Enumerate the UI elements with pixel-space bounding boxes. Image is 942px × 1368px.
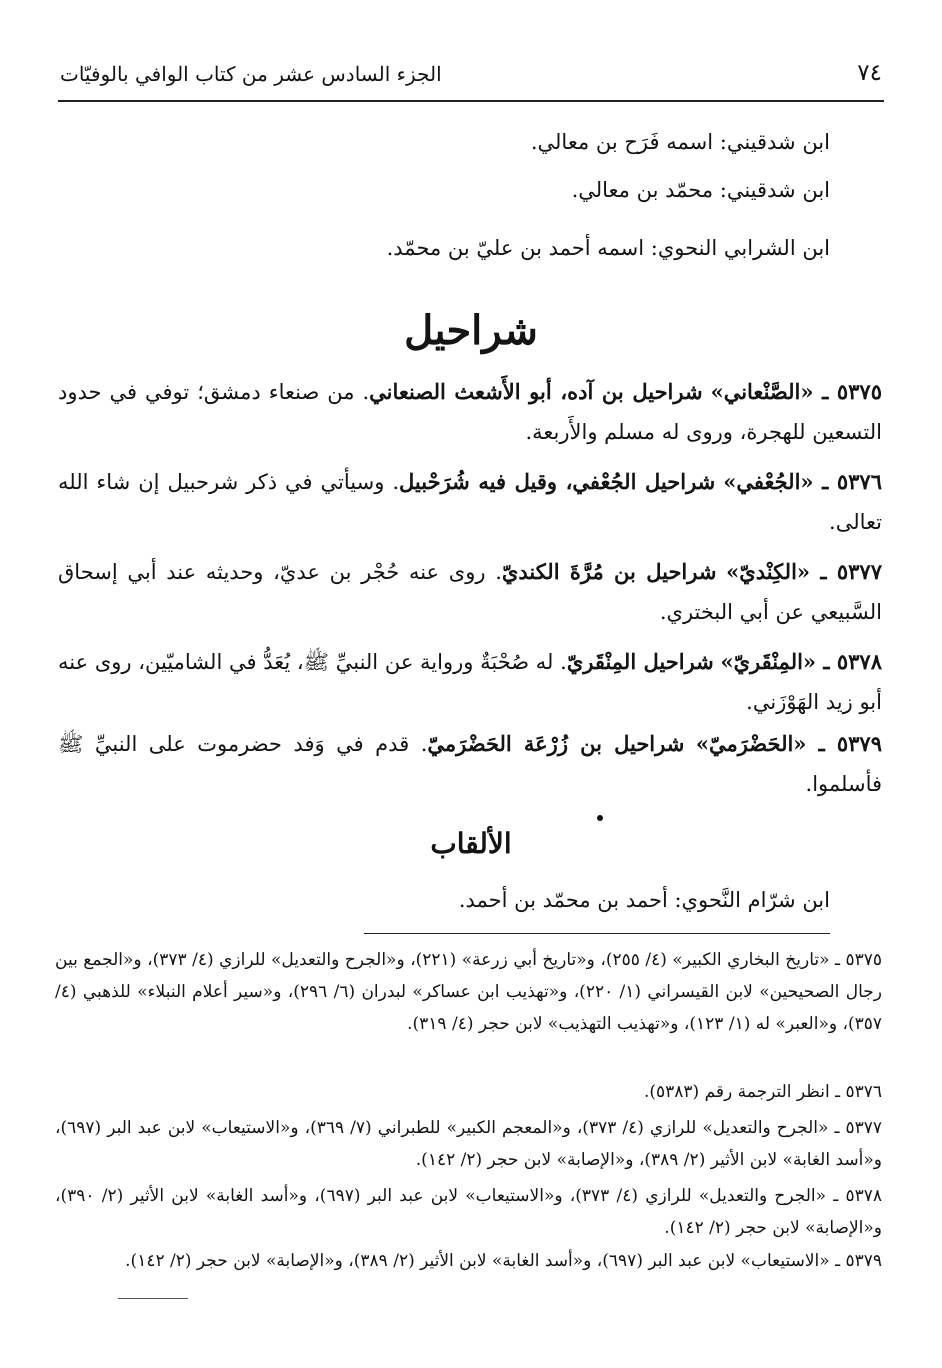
footnote-text: «الاستيعاب» لابن عبد البر (٦٩٧)، و«أسد الغابة» لابن الأثير (٢/ ٣٨٩)، و«الإصابة» لابن حجر (٢/ ١٤٢). bbox=[125, 1251, 830, 1271]
ink-dot bbox=[597, 815, 603, 821]
alqab-line: ابن شرّام النَّحوي: أحمد بن محمّد بن أحمد. bbox=[458, 888, 830, 912]
running-title: الجزء السادس عشر من كتاب الوافي بالوفيّات bbox=[60, 62, 442, 86]
intro-line-1: ابن شدقيني: اسمه فَرَح بن معالي. bbox=[530, 130, 830, 154]
intro-line-2: ابن شدقيني: محمّد بن معالي. bbox=[571, 178, 830, 202]
footnote-text: انظر الترجمة رقم (٥٣٨٣). bbox=[643, 1082, 830, 1102]
entry-text: من صنعاء دمشق؛ توفي في حدود التسعين للهجرة، وروى له مسلم والأَربعة. bbox=[58, 380, 882, 444]
footnote-text: «الجرح والتعديل» للرازي (٤/ ٣٧٣)، و«الاستيعاب» لابن عبد البر (٦٩٧)، و«أسد الغابة» لابن الأثير (٢/ ٣٩٠)، و«الإصابة» لابن حجر (٢/ ١٤٢). bbox=[55, 1186, 882, 1238]
header-rule bbox=[58, 100, 884, 102]
entry-name: شراحيل بن مُرَّةَ الكنديّ bbox=[501, 559, 717, 584]
entry-nisba: «الصَّنْعاني» bbox=[710, 379, 814, 404]
entry-text: روى عنه حُجْر بن عديّ، وحديثه عند أبي إسحاق السَّبيعي عن أبي البختري. bbox=[58, 560, 882, 624]
entry-number: ٥٣٧٩ bbox=[836, 731, 882, 756]
entry-name: شراحيل بن زُرْعَة الحَضْرَميّ bbox=[427, 731, 685, 756]
footnote-number: ٥٣٧٩ bbox=[845, 1251, 882, 1271]
section-title-alqab: الألقاب bbox=[430, 827, 512, 860]
footnote-number: ٥٣٧٥ bbox=[845, 950, 882, 970]
running-header bbox=[58, 58, 884, 98]
entry-number: ٥٣٧٨ bbox=[836, 649, 882, 674]
section-title-sharahil: شراحيل bbox=[404, 307, 538, 354]
entry-name: شراحيل الجُعْفي، وقيل فيه شُرَحْبيل bbox=[399, 469, 716, 494]
entry-5378: ٥٣٧٨ ـ «المِنْقَريّ» شراحيل المِنْقَريّ. له صُحْبَةٌ ورواية عن النبيِّ ﷺ، يُعَدُّ في الشاميّين، روى عنه أبو زيد الهَوْزَني. bbox=[58, 649, 882, 714]
footnote-text: «تاريخ البخاري الكبير» (٤/ ٢٥٥)، و«تاريخ أبي زرعة» (٢٢١)، و«الجرح والتعديل» للرازي (٤/ ٣٧٣)، و«الجمع بين رجال الصحيحين» لابن القيسراني (١/ ٢٢٠)، و«تهذيب ابن عساكر» لبدران (٦/ ٢٩٦)، و«سير أعلام النبلاء» للذهبي (٤/ ٣٥٧)، و«العبر» له (١/ ١٢٣)، و«تهذيب التهذيب» لابن حجر (٤/ ٣١٩). bbox=[55, 950, 882, 1034]
footnote-text: «الجرح والتعديل» للرازي (٤/ ٣٧٣)، و«المعجم الكبير» للطبراني (٧/ ٣٦٩)، و«الاستيعاب» لابن عبد البر (٦٩٧)، و«أسد الغابة» لابن الأثير (٢/ ٣٨٩)، و«الإصابة» لابن حجر (٢/ ١٤٢). bbox=[55, 1118, 882, 1170]
footnote-5378: ٥٣٧٨ ـ «الجرح والتعديل» للرازي (٤/ ٣٧٣)، و«الاستيعاب» لابن عبد البر (٦٩٧)، و«أسد الغابة» لابن الأثير (٢/ ٣٩٠)، و«الإصابة» لابن حجر (٢/ ١٤٢). bbox=[55, 1186, 882, 1238]
page-number: ٧٤ bbox=[857, 60, 882, 86]
footnote-number: ٥٣٧٧ bbox=[845, 1118, 882, 1138]
entry-5377: ٥٣٧٧ ـ «الكِنْديّ» شراحيل بن مُرَّةَ الكنديّ. روى عنه حُجْر بن عديّ، وحديثه عند أبي إسحاق السَّبيعي عن أبي البختري. bbox=[58, 559, 882, 624]
entry-name: شراحيل بن آده، أبو الأَشعث الصنعاني bbox=[369, 379, 703, 404]
entry-nisba: «الجُعْفي» bbox=[723, 469, 814, 494]
entry-nisba: «المِنْقَريّ» bbox=[720, 649, 817, 674]
entry-5379: ٥٣٧٩ ـ «الحَضْرَميّ» شراحيل بن زُرْعَة الحَضْرَميّ. قدم في وَفد حضرموت على النبيِّ ﷺ فأسلموا. bbox=[58, 731, 882, 796]
footnote-number: ٥٣٧٦ bbox=[845, 1082, 882, 1102]
intro-line-3: ابن الشرابي النحوي: اسمه أحمد بن عليّ بن محمّد. bbox=[386, 236, 830, 260]
entry-number: ٥٣٧٧ bbox=[836, 559, 882, 584]
entry-text: قدم في وَفد حضرموت على النبيِّ ﷺ فأسلموا. bbox=[58, 732, 882, 796]
stray-mark bbox=[118, 1298, 188, 1299]
entry-number: ٥٣٧٥ bbox=[836, 379, 882, 404]
footnote-number: ٥٣٧٨ bbox=[845, 1186, 882, 1206]
entry-number: ٥٣٧٦ bbox=[836, 469, 882, 494]
entry-text: وسيأتي في ذكر شرحبيل إن شاء الله تعالى. bbox=[58, 470, 882, 534]
entry-name: شراحيل المِنْقَريّ bbox=[566, 649, 714, 674]
footnote-5376: ٥٣٧٦ ـ انظر الترجمة رقم (٥٣٨٣). bbox=[643, 1082, 882, 1102]
entry-nisba: «الكِنْديّ» bbox=[726, 559, 811, 584]
footnote-5379: ٥٣٧٩ ـ «الاستيعاب» لابن عبد البر (٦٩٧)، و«أسد الغابة» لابن الأثير (٢/ ٣٨٩)، و«الإصابة» لابن حجر (٢/ ١٤٢). bbox=[125, 1251, 882, 1271]
footnote-rule bbox=[364, 933, 830, 934]
entry-5375: ٥٣٧٥ ـ «الصَّنْعاني» شراحيل بن آده، أبو الأَشعث الصنعاني. من صنعاء دمشق؛ توفي في حدود التسعين للهجرة، وروى له مسلم والأَربعة. bbox=[58, 379, 882, 444]
entry-5376: ٥٣٧٦ ـ «الجُعْفي» شراحيل الجُعْفي، وقيل فيه شُرَحْبيل. وسيأتي في ذكر شرحبيل إن شاء الله تعالى. bbox=[58, 469, 882, 534]
footnote-5375: ٥٣٧٥ ـ «تاريخ البخاري الكبير» (٤/ ٢٥٥)، و«تاريخ أبي زرعة» (٢٢١)، و«الجرح والتعديل» للرازي (٤/ ٣٧٣)، و«الجمع بين رجال الصحيحين» لابن القيسراني (١/ ٢٢٠)، و«تهذيب ابن عساكر» لبدران (٦/ ٢٩٦)، و«سير أعلام النبلاء» للذهبي (٤/ ٣٥٧)، و«العبر» له (١/ ١٢٣)، و«تهذيب التهذيب» لابن حجر (٤/ ٣١٩). bbox=[55, 950, 882, 1034]
entry-nisba: «الحَضْرَميّ» bbox=[695, 731, 807, 756]
entry-text: له صُحْبَةٌ ورواية عن النبيِّ ﷺ، يُعَدُّ في الشاميّين، روى عنه أبو زيد الهَوْزَني. bbox=[58, 650, 882, 714]
footnote-5377: ٥٣٧٧ ـ «الجرح والتعديل» للرازي (٤/ ٣٧٣)، و«المعجم الكبير» للطبراني (٧/ ٣٦٩)، و«الاستيعاب» لابن عبد البر (٦٩٧)، و«أسد الغابة» لابن الأثير (٢/ ٣٨٩)، و«الإصابة» لابن حجر (٢/ ١٤٢). bbox=[55, 1118, 882, 1170]
